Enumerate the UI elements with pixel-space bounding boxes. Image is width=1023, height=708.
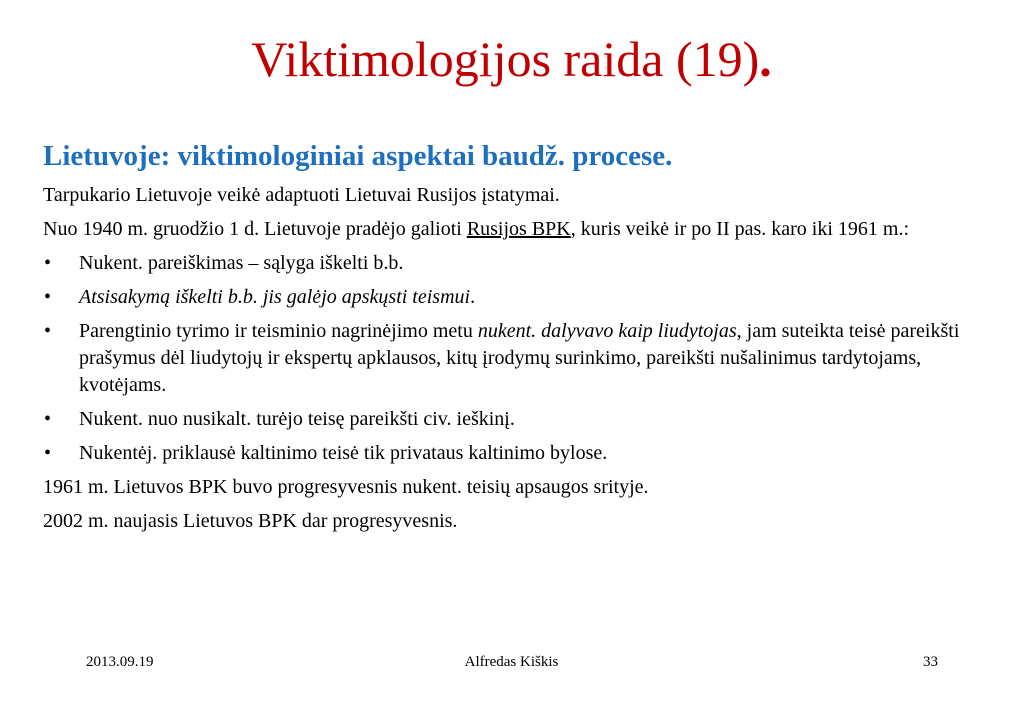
paragraph-1940 [43,216,993,243]
slide-title-dot: . [759,31,772,87]
bullet-item [43,406,993,433]
paragraph-1961: 1961 m. Lietuvos BPK buvo progresyvesnis nukent. teisių apsaugos srityje. [43,476,649,498]
bullet-mark: • [44,408,52,430]
bullet-text-after: , jam suteikta teisė pareikšti prašymus dėl liudytojų ir ekspertų apklausos, kitų įrodymų surinkimo, pareikšti nušalinimus tardytojams, kvotėjams. [79,320,960,396]
slide-content [43,138,993,542]
footer-date: 2013.09.19 [86,654,154,670]
bullet-item [43,250,993,277]
paragraph-1940-before: Nuo 1940 m. gruodžio 1 d. Lietuvoje pradėjo galioti [43,218,467,240]
bullet-text: Nukent. nuo nusikalt. turėjo teisę pareikšti civ. ieškinį. [79,408,515,430]
paragraph-interwar: Tarpukario Lietuvoje veikė adaptuoti Lietuvai Rusijos įstatymai. [43,184,560,206]
bullet-text: Nukentėj. priklausė kaltinimo teisė tik privataus kaltinimo bylose. [79,442,608,464]
footer-page-number: 33 [923,654,938,670]
paragraph-1940-after: , kuris veikė ir po II pas. karo iki 1961 m.: [570,218,910,240]
bullet-mark: • [44,252,52,274]
paragraph-2002: 2002 m. naujasis Lietuvos BPK dar progresyvesnis. [43,510,458,532]
bullet-mark: • [44,442,52,464]
slide-title [0,28,1023,90]
bullet-text: Nukent. pareiškimas – sąlyga iškelti b.b. [79,252,404,274]
bullet-text-before: Parengtinio tyrimo ir teisminio nagrinėjimo metu [79,320,478,342]
bullet-mark: • [44,286,52,308]
bullet-text-italic: nukent. dalyvavo kaip liudytojas [477,320,737,342]
rusijos-bpk-underlined: Rusijos BPK [466,218,571,240]
bullet-item [43,440,993,467]
bullet-item [43,284,993,311]
bullet-item [43,318,993,399]
bullet-text-italic: Atsisakymą iškelti b.b. jis galėjo apskųsti teismui [79,286,471,308]
slide-title-text: Viktimologijos raida (19) [251,31,760,87]
footer-author: Alfredas Kiškis [464,654,559,670]
slide-subtitle: Lietuvoje: viktimologiniai aspektai baudž. procese. [43,140,673,172]
bullet-mark: • [44,320,52,342]
bullet-text-after: . [470,286,476,308]
